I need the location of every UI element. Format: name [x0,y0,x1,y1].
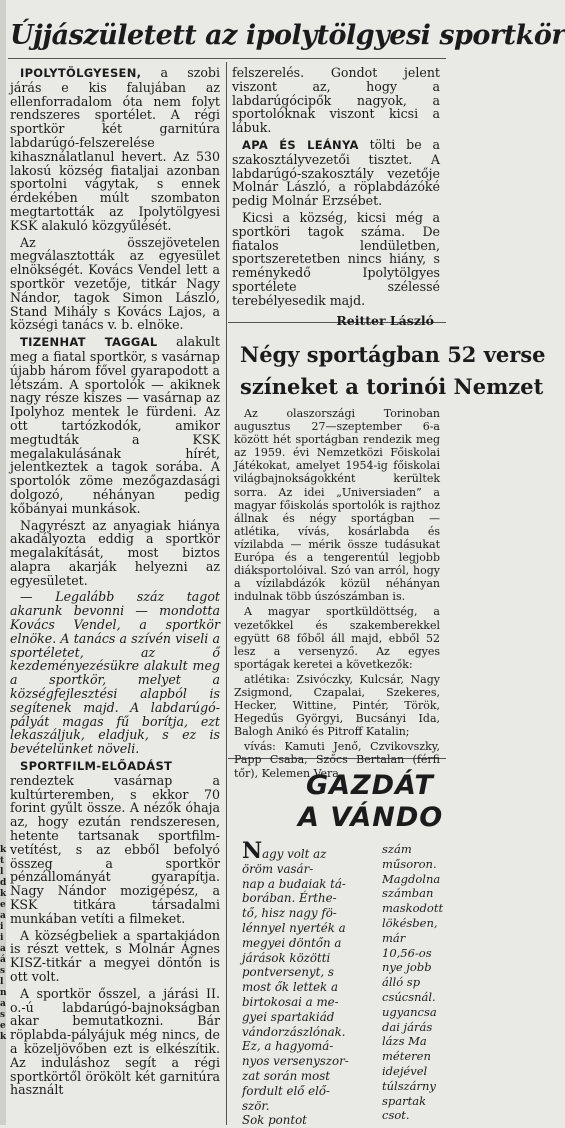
text-line: járások közötti [242,950,331,965]
text-line: ugyancsa [382,1004,437,1019]
text-line: csúcsnál. [382,989,436,1004]
text-line: nye jobb [382,960,432,975]
edge-letter: t [0,856,5,866]
edge-letter: e [0,1021,6,1031]
paragraph: vívás: Kamuti Jenő, Czvikovszky, Papp Csaba, Szőcs Bertalan (férfi tőr), Kelemen Vera, [234,740,440,780]
text-line: lökésben, [382,915,438,930]
article-3-headline: A VÁNDO [298,802,444,833]
column-divider [226,62,227,1125]
text-line: csot. [382,1108,410,1123]
text-line: nyos versenyszor- [242,1054,349,1069]
text-line: Nagy volt az [242,838,327,864]
paragraph: A magyar sportküldöttség, a vezetőkkel és szakemberekkel együtt 68 főből áll majd, ebből 52 lesz a versenyző. Az egyes sportágak keretei a következők: [234,605,440,671]
paragraph: A sportkör ősszel, a járási II. o.-ú labdarúgó-bajnokságban akar bemutatkozni. Bár röplabda-pályájuk még nincs, de a közeljövőben ezt is elkészítik. Az induláshoz segít a régi sportkörtől örökölt két garnitúra használt [10,985,220,1098]
edge-letter: s [0,966,6,976]
paragraph: Az olaszországi Torinoban augusztus 27—szeptember 6-a között hét sportágban rendezik meg az 1959. évi Nemzetközi Főiskolai Játékokat, amelyet 1954-ig főiskolai világbajnokságokként kerültek sorra. Az idei „Universiaden” a magyar főiskolás sportolók is rajthoz állnak és négy sportágban — atlétika, vívás, kosárlabda és vízilabda — mérik össze tudásukat Európa és a tengerentúl legjobb diáksportolóival. Szó van arról, hogy a vízilabdázók közül néhányan indulnak több úszószámban is. [234,407,440,604]
paragraph: rendeztek vasárnap a kultúrteremben, s ekkor 70 forint gyűlt össze. A nézők óhaja az, hogy ezután rendszeresen, hetente tartsanak sportfilm-vetítést, s az ebből befolyó összeg a sportkör pénzállományát gyarapítja. Nagy Nándor mozigépész, a KSK titkára társadalmi munkában vetíti a filmeket. [10,772,220,926]
edge-letter: a [0,944,6,954]
text-line: lázs Ma [382,1034,427,1049]
text-line: dai járás [382,1019,433,1034]
text-line: spartak [382,1093,427,1108]
article-3-column-left [242,838,360,1128]
text-line: zat során most [242,1068,330,1083]
paragraph: Nagyrészt az anyagiak hiánya akadályozta eddig a sportkör megalakítását, most biztos alapra akarják helyezni az egyesületet. [10,517,220,588]
paragraph: felszerelés. Gondot jelent viszont az, hogy a labdarúgócipők nagyok, a sportolóknak viszont kicsi a lábuk. [232,65,440,136]
paragraph: tölti be a szakosztályvezetői tisztet. A labdarúgó-szakosztály vezetője Molnár László, a röplabdázóké pedig Molnár Erzsébet. [232,136,441,209]
paragraph: Az összejövetelen megválasztották az egyesület elnökségét. Kovács Vendel lett a sportkör vezetője, titkár Nagy Nándor, tagok Simon László, Stand Mihály s Kovács Lajos, a községi tanács v. b. elnöke. [10,234,220,333]
lead-in: SPORTFILM-ELŐADÁST [20,759,173,774]
edge-letter: n [0,988,7,998]
paragraph: a szobi járás e kis falujában az ellenforradalom óta nem folyt rendszeres sportélet. A régi sportkör két garnitúra labdarúgó-felszerelése kihasználatlanul hevert. Az 530 lakosú község fiataljai azonban sportolni vágytak, s ennek érdekében múlt szombaton megtartották az Ipolytölgyesi KSK alakuló közgyűlését. [10,65,220,233]
text-line: lénnyel nyerték a [242,920,346,935]
text-line: gyei spartakiád [242,1009,335,1024]
edge-letter: d [0,878,7,888]
paragraph: Kicsi a község, kicsi még a sportköri tagok száma. De fiatalos lendületben, sportszeretetben nincs hiány, s reménykedő Ipolytölgyes sportélete szélessé terebélyesedik majd. [232,209,440,308]
author-signature: Reitter László [336,312,434,328]
main-headline: Újjászületett az ipolytölgyesi sportkör [10,20,565,51]
edge-letter: k [0,1032,7,1042]
text-line: pontversenyt, s [242,965,334,980]
text-line: vándorzászlónak. [242,1024,346,1039]
lead-in: APA ÉS LEÁNYA [242,137,359,152]
text-line: idejével [382,1063,428,1078]
text-line: öröm vasár- [242,861,314,876]
drop-cap: N [242,838,263,864]
text-line: számban [382,886,434,901]
quote-paragraph: — Legalább száz tagot akarunk bevonni — mondotta Kovács Vendel, a sportkör elnöke. A tanács a szívén viseli a sportéletet, az ő kezdeményezésükre alakult meg a sportkör, melyet a községfejlesztési alapból is segítenek majd. A labdarúgó-pályát magas fű borítja, ezt lekaszáljuk, eladjuk, s ez is bevételünket növeli. [10,589,220,757]
article-column-2 [232,66,440,327]
text-line: túlszárny [382,1078,436,1093]
edge-letter: s [0,1010,6,1020]
text-line: szám [382,842,412,856]
text-line: fordult elő elő- [242,1083,330,1098]
headline-rule [8,58,446,59]
edge-letter: i [0,922,4,932]
text-line: maskodott [382,901,444,916]
text-line: nap a budaiak tá- [242,876,346,891]
edge-letter: k [0,889,7,899]
edge-letter: k [0,845,7,855]
edge-letter: i [0,933,4,943]
lead-in: TIZENHAT TAGGAL [20,335,158,350]
text-line: most ők lettek a [242,980,338,995]
text-line: megyei döntőn a [242,935,342,950]
article-column-1 [10,66,220,1097]
edge-letter: e [0,900,6,910]
paragraph: atlétika: Zsivóczky, Kulcsár, Nagy Zsigmond, Czapalai, Szekeres, Hecker, Wittine, Pintér, Török, Hegedűs Györgyi, Bucsányi Ida, Balogh Anikó és Pitroff Katalin; [234,672,440,739]
text-line: 10,56-os [382,945,432,960]
text-line: műsoron. [382,856,437,871]
text-line: tő, hisz nagy fö- [242,906,337,921]
edge-letter: a [0,999,6,1009]
edge-letter: l [0,867,4,877]
text-line: borában. Érthe- [242,891,337,906]
paragraph: A községbeliek a spartakiádon is részt vettek, s Molnár Ágnes KISZ-titkár a megyei döntőn is ott volt. [10,927,220,984]
text-line: méteren [382,1049,431,1064]
paragraph: alakult meg a fiatal sportkör, s vasárnap újabb három fővel gyarapodott a létszám. A sportolók — akiknek nagy része kiszes — vasárnap az Ipolyhoz mentek le fürdeni. Az ott tartózkodók, amikor megtudták a KSK megalakulásának hírét, jelentkeztek a tagok sorába. A sportolók zöme mezőgazdasági dolgozó, néhányan pedig kőbányai munkások. [10,334,220,516]
text-line: Magdolna [382,871,441,886]
article-3-column-right [382,842,446,1123]
article-2-headline: színeket a torinói Nemzet [240,374,544,399]
lead-in: IPOLYTÖLGYESEN, [20,66,142,80]
text-line: álló sp [382,975,421,990]
text-line: már [382,930,406,945]
edge-letter: l [0,977,4,987]
text-line: Sok pontot [242,1113,307,1128]
edge-letter: á [0,955,6,965]
article-2-headline: Négy sportágban 52 verse [240,342,546,367]
edge-letter: a [0,911,6,921]
text-line: birtokosai a me- [242,994,339,1009]
adjacent-column-letters [0,845,8,1043]
article-2-body [234,407,440,780]
article-3-headline: GAZDÁT [306,770,434,801]
text-line: Ez, a hagyomá- [242,1039,334,1054]
text-line: ször. [242,1098,270,1113]
